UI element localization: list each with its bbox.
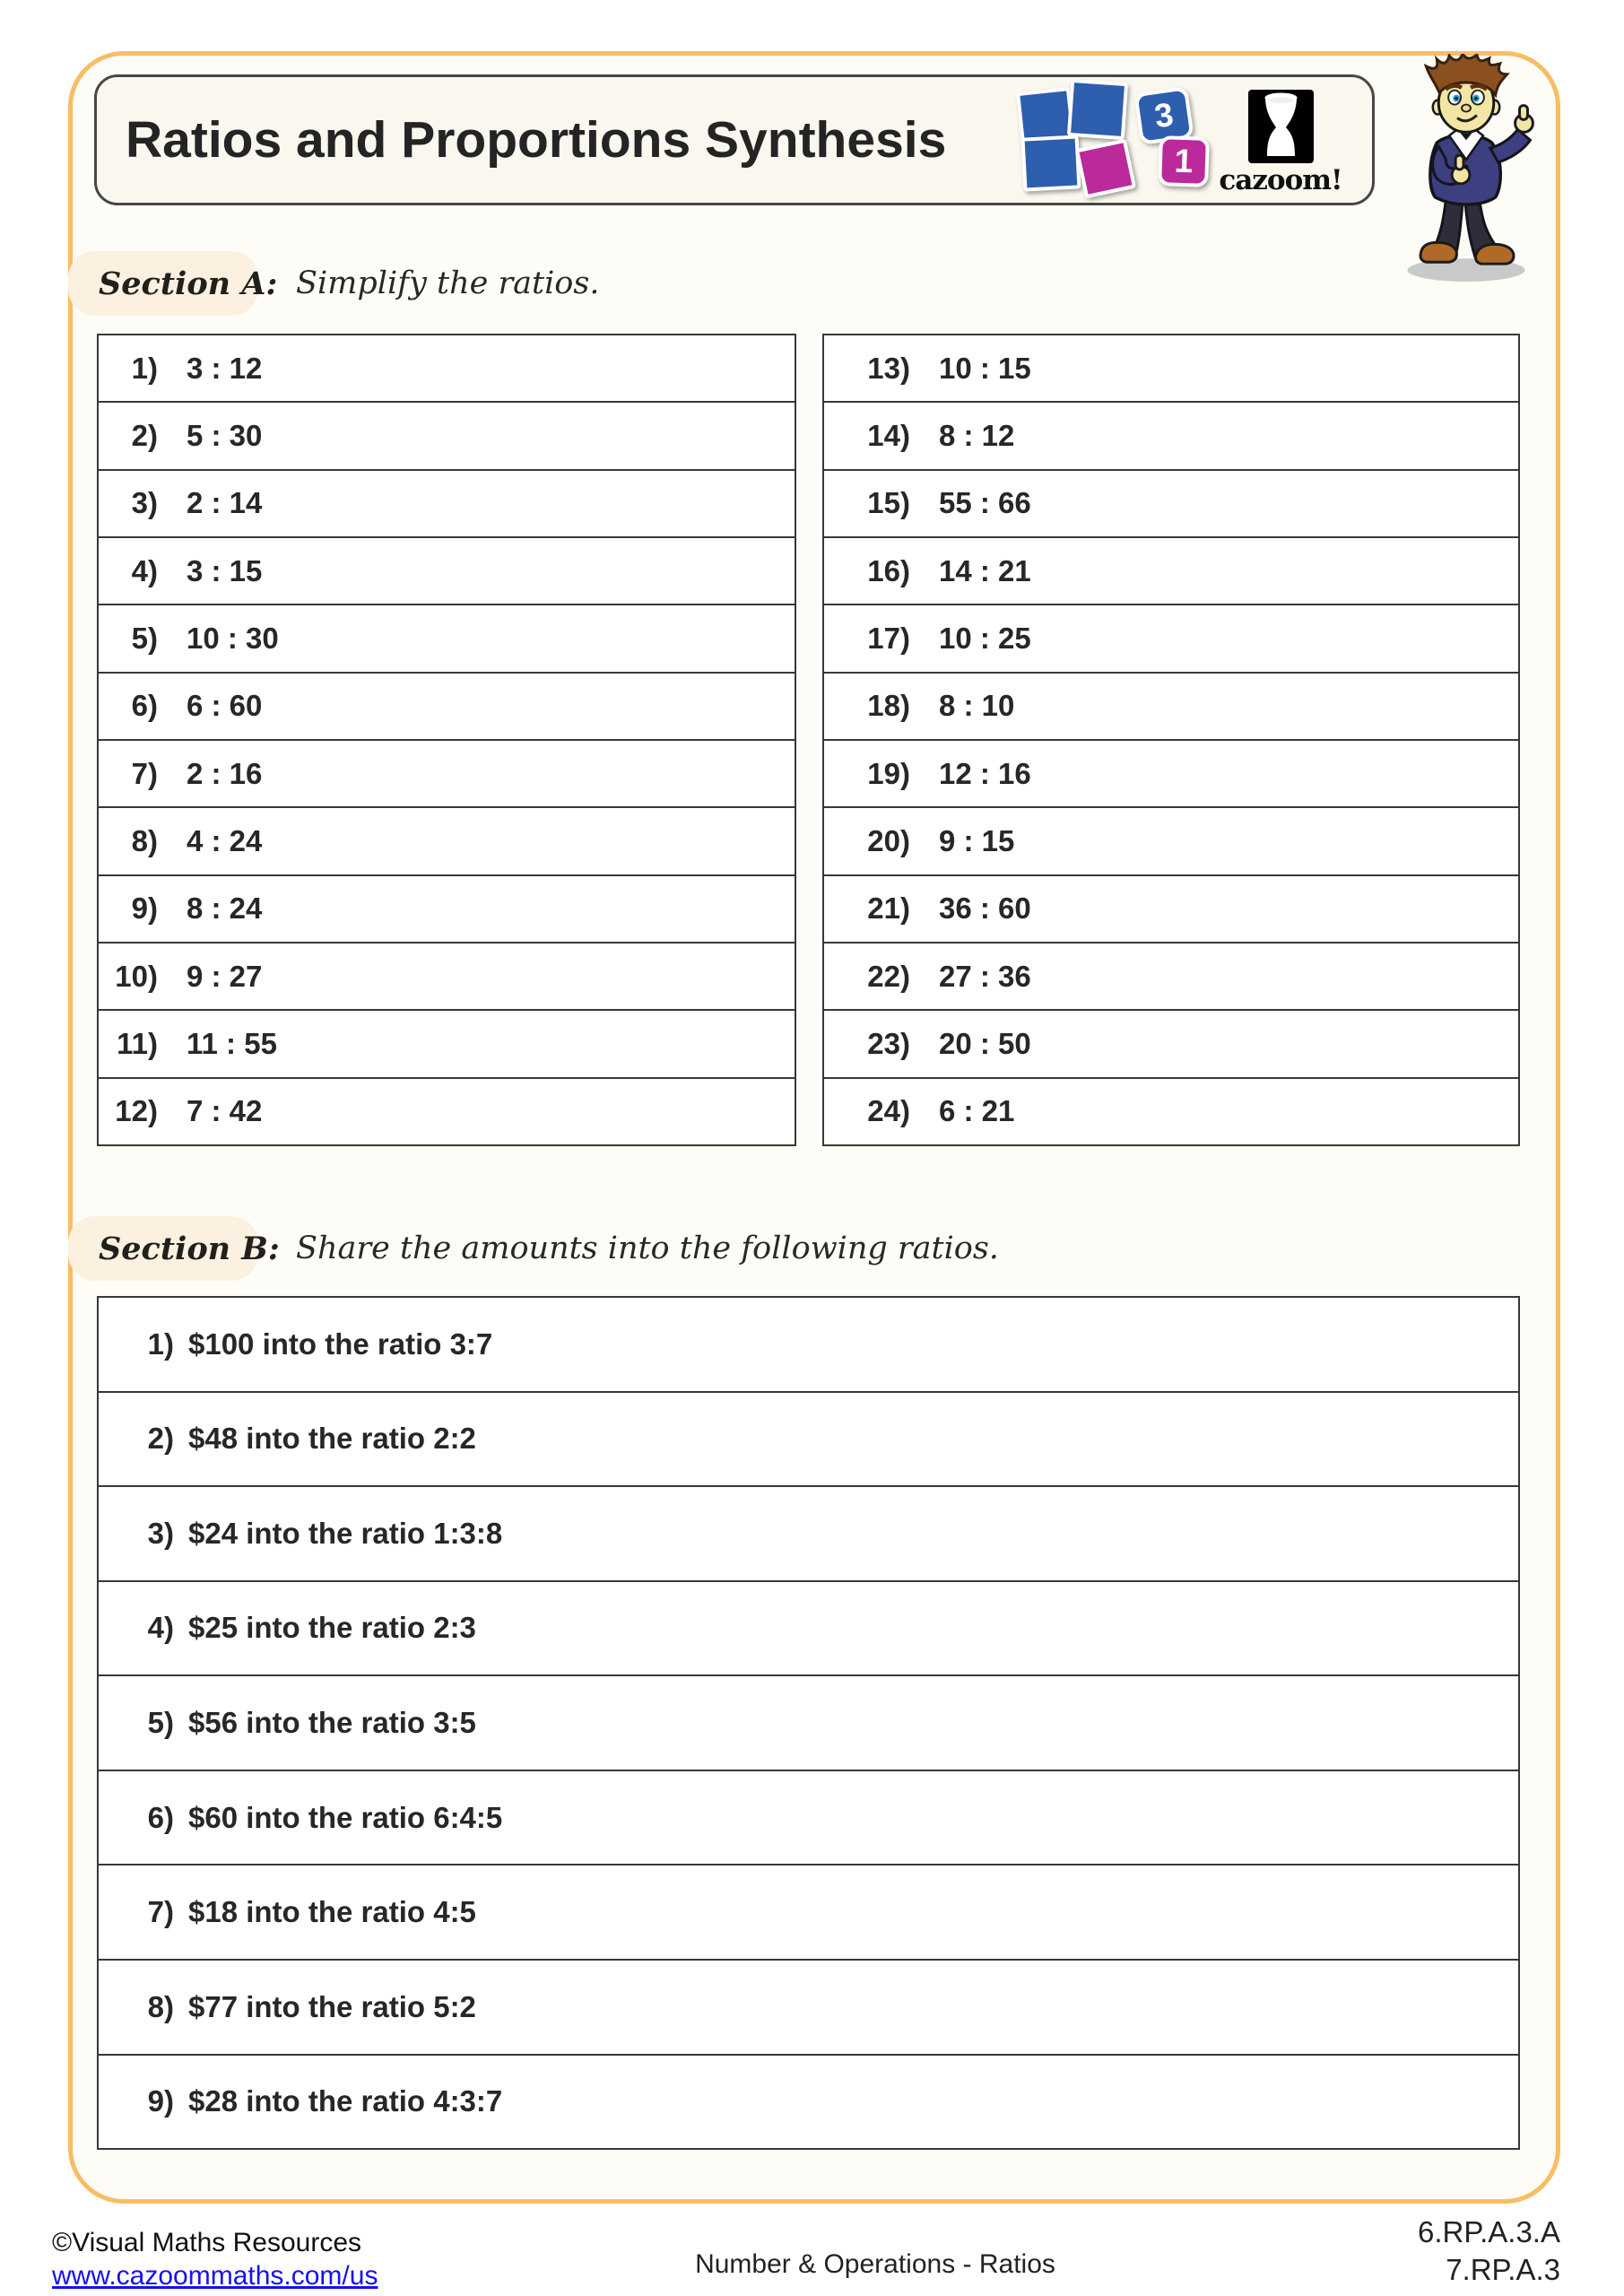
section-a-table-right: [822, 334, 1520, 1146]
item-number: 2): [131, 418, 158, 452]
item-number: 1): [131, 351, 158, 385]
item-text: 20 : 50: [939, 1026, 1031, 1060]
worksheet-row: [99, 874, 795, 942]
item-number: 8): [131, 823, 158, 857]
item-text: 4 : 24: [187, 823, 263, 857]
item-text: $60 into the ratio 6:4:5: [188, 1800, 503, 1834]
item-text: 3 : 15: [187, 553, 263, 587]
section-b-table: [97, 1296, 1520, 2150]
logo-square-magenta: [1075, 139, 1136, 199]
item-number: 15): [867, 486, 910, 520]
item-text: 8 : 12: [939, 418, 1015, 452]
worksheet-row: [824, 874, 1518, 942]
item-number: 5): [147, 1706, 174, 1740]
item-text: $77 into the ratio 5:2: [188, 1989, 476, 2023]
item-text: $48 into the ratio 2:2: [188, 1422, 476, 1456]
drum-logo-box: [1248, 90, 1314, 163]
worksheet-row: [99, 536, 795, 604]
item-number: 4): [131, 553, 158, 587]
worksheet-row: [824, 469, 1518, 536]
cazoom-wordmark: cazoom!: [1219, 164, 1342, 196]
worksheet-row: [99, 469, 795, 536]
item-number: 19): [867, 756, 910, 790]
item-number: 6): [147, 1800, 174, 1834]
item-number: 17): [867, 621, 910, 655]
worksheet-row: [824, 335, 1518, 401]
worksheet-row: [99, 1391, 1518, 1486]
section-a-pill: [68, 251, 278, 316]
worksheet-row: [99, 604, 795, 671]
item-number: 22): [867, 959, 910, 993]
section-a-table-left: [97, 334, 796, 1146]
item-number: 24): [867, 1094, 910, 1128]
section-a-label: Section A:: [99, 265, 278, 302]
section-a-instruction: Simplify the ratios.: [296, 265, 600, 301]
item-number: 7): [147, 1895, 174, 1929]
item-number: 4): [147, 1611, 174, 1645]
item-number: 10): [115, 959, 158, 993]
item-text: 8 : 10: [939, 689, 1015, 723]
item-text: 9 : 15: [939, 823, 1015, 857]
item-text: 9 : 27: [187, 959, 263, 993]
worksheet-row: [99, 942, 795, 1009]
item-number: 7): [131, 756, 158, 790]
worksheet-row: [824, 672, 1518, 739]
worksheet-row: [824, 604, 1518, 671]
item-text: 10 : 15: [939, 351, 1031, 385]
logo-square-blue-2: [1067, 79, 1128, 140]
worksheet-row: [99, 1298, 1518, 1391]
worksheet-row: [99, 1959, 1518, 2054]
drum-icon: [1248, 90, 1314, 163]
item-number: 6): [131, 689, 158, 723]
item-text: 5 : 30: [187, 418, 263, 452]
item-number: 20): [867, 823, 910, 857]
logo-tile-1: [1158, 135, 1210, 187]
page-title: Ratios and Proportions Synthesis: [126, 111, 947, 169]
worksheet-row: [99, 1009, 795, 1076]
footer-standard-1: 6.RP.A.3.A: [1418, 2215, 1560, 2248]
item-text: 8 : 24: [187, 891, 263, 926]
item-number: 2): [147, 1422, 174, 1456]
item-number: 23): [867, 1026, 910, 1060]
item-text: 14 : 21: [939, 553, 1031, 587]
item-number: 8): [147, 1989, 174, 2023]
item-text: 12 : 16: [939, 756, 1031, 790]
logo-square-blue-3: [1020, 135, 1081, 191]
worksheet-row: [99, 1580, 1518, 1675]
worksheet-row: [99, 1770, 1518, 1865]
worksheet-row: [99, 1674, 1518, 1770]
item-text: 10 : 25: [939, 621, 1031, 655]
worksheet-row: [99, 401, 795, 468]
worksheet-row: [99, 1864, 1518, 1959]
item-number: 3): [147, 1516, 174, 1550]
item-text: 2 : 14: [187, 486, 263, 520]
item-text: 6 : 60: [187, 689, 263, 723]
worksheet-row: [99, 1485, 1518, 1580]
item-number: 16): [867, 553, 910, 587]
worksheet-row: [824, 401, 1518, 468]
worksheet-row: [99, 2054, 1518, 2149]
worksheet-row: [824, 942, 1518, 1009]
worksheet-row: [824, 1077, 1518, 1144]
item-number: 14): [867, 418, 910, 452]
item-number: 5): [131, 621, 158, 655]
item-number: 12): [115, 1094, 158, 1128]
worksheet-row: [824, 1009, 1518, 1076]
item-text: $24 into the ratio 1:3:8: [188, 1516, 503, 1550]
mascot-boy: [1390, 54, 1542, 285]
worksheet-row: [99, 672, 795, 739]
worksheet-row: [99, 806, 795, 874]
item-text: $25 into the ratio 2:3: [188, 1611, 476, 1645]
item-number: 1): [147, 1326, 174, 1361]
worksheet-row: [824, 739, 1518, 806]
item-text: $18 into the ratio 4:5: [188, 1895, 476, 1929]
item-text: 3 : 12: [187, 351, 263, 385]
section-b-instruction: Share the amounts into the following ratios.: [296, 1231, 999, 1266]
item-text: 6 : 21: [939, 1094, 1015, 1128]
footer-link[interactable]: www.cazoommaths.com/us: [52, 2261, 378, 2291]
item-number: 9): [147, 2084, 174, 2118]
item-text: $100 into the ratio 3:7: [188, 1326, 493, 1361]
item-number: 3): [131, 486, 158, 520]
item-number: 11): [117, 1026, 158, 1060]
item-number: 9): [131, 891, 158, 926]
worksheet-row: [99, 335, 795, 401]
footer-copyright: ©Visual Maths Resources: [52, 2228, 362, 2257]
footer-standard-2: 7.RP.A.3: [1446, 2253, 1560, 2286]
worksheet-row: [824, 806, 1518, 874]
footer-topic: Number & Operations - Ratios: [695, 2249, 1055, 2279]
item-text: 11 : 55: [187, 1026, 277, 1060]
item-text: 10 : 30: [187, 621, 279, 655]
worksheet-row: [824, 536, 1518, 604]
item-text: 7 : 42: [187, 1094, 263, 1128]
item-number: 13): [867, 351, 910, 385]
section-b-pill: [68, 1216, 280, 1281]
item-number: 21): [867, 891, 910, 926]
item-text: $28 into the ratio 4:3:7: [188, 2084, 503, 2118]
item-number: 18): [867, 689, 910, 723]
item-text: 27 : 36: [939, 959, 1031, 993]
section-b-label: Section B:: [99, 1230, 280, 1267]
item-text: $56 into the ratio 3:5: [188, 1706, 476, 1740]
worksheet-row: [99, 1077, 795, 1144]
worksheet-row: [99, 739, 795, 806]
item-text: 55 : 66: [939, 486, 1031, 520]
tile-1-label: 1: [1174, 142, 1194, 180]
item-text: 36 : 60: [939, 891, 1031, 926]
tile-3-label: 3: [1151, 95, 1176, 135]
item-text: 2 : 16: [187, 756, 263, 790]
